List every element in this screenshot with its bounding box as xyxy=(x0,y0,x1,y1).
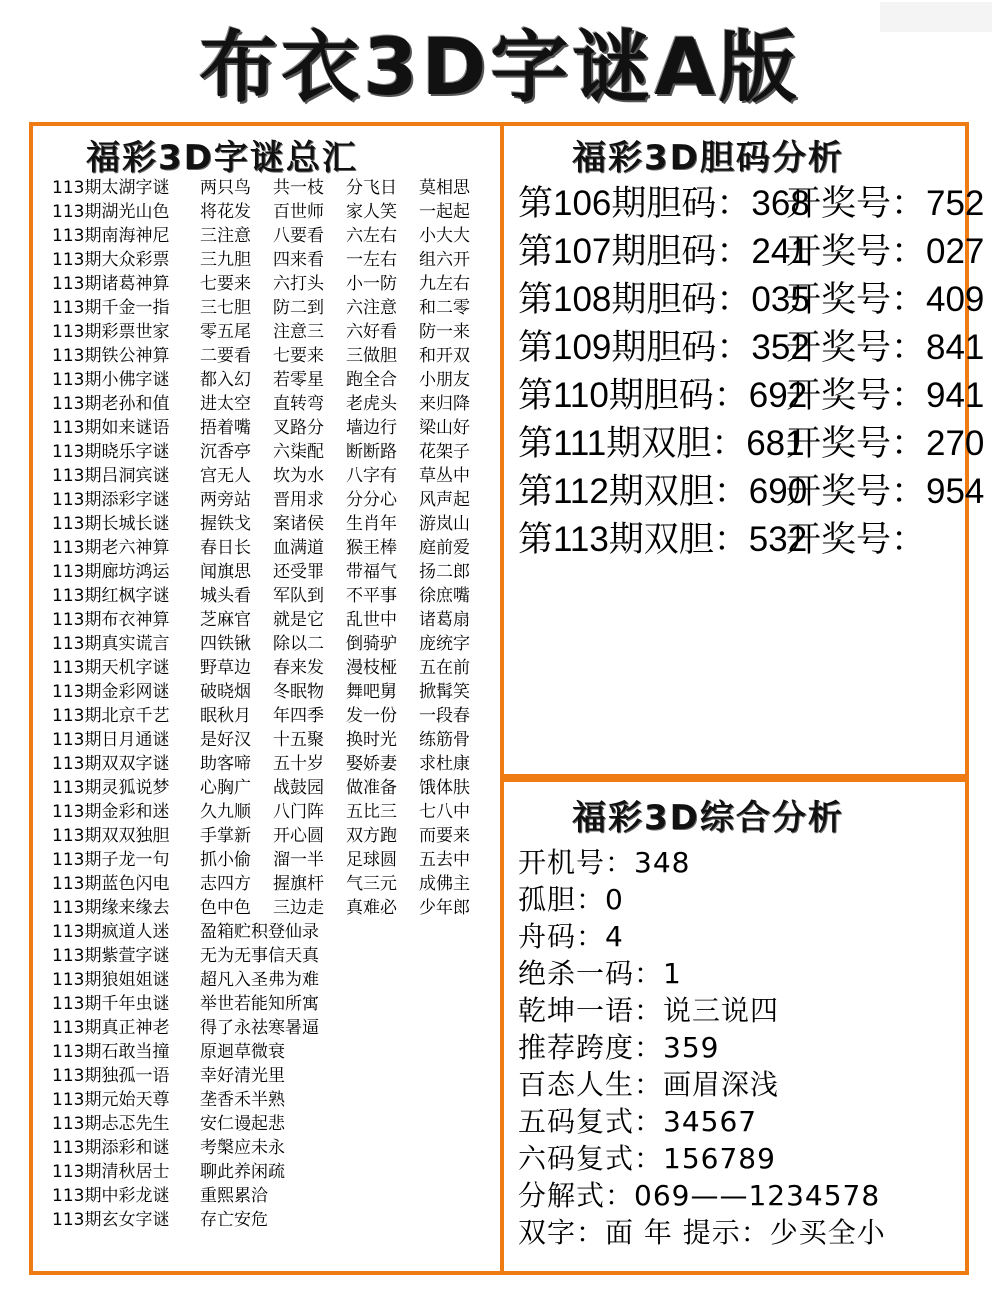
riddle-c4: 莫相思 xyxy=(419,178,470,198)
riddle-c1: 久九顺 xyxy=(200,802,251,822)
riddle-row xyxy=(52,896,492,920)
analysis-row: 五码复式：34567 xyxy=(518,1105,758,1138)
riddle-c1: 抓小偷 xyxy=(200,850,251,870)
riddle-name: 113期狼姐姐谜 xyxy=(52,970,170,990)
riddle-row xyxy=(52,560,492,584)
riddle-row xyxy=(52,1088,492,1112)
riddle-c4: 成佛主 xyxy=(419,874,470,894)
riddle-c3: 娶娇妻 xyxy=(346,754,397,774)
riddle-name: 113期红枫字谜 xyxy=(52,586,170,606)
riddle-c3: 不平事 xyxy=(346,586,397,606)
riddle-c4: 防一来 xyxy=(419,322,470,342)
riddle-row xyxy=(52,176,492,200)
riddle-c2: 若零星 xyxy=(273,370,324,390)
riddle-name: 113期北京千艺 xyxy=(52,706,170,726)
draw-number: 开奖号：027 xyxy=(786,232,985,271)
riddle-c4: 花架子 xyxy=(419,442,470,462)
riddle-name: 113期真正神老 xyxy=(52,1018,170,1038)
riddle-c1: 安仁谩起悲 xyxy=(200,1114,285,1134)
analysis-row: 百态人生：画眉深浅 xyxy=(518,1068,780,1101)
riddle-c3: 换时光 xyxy=(346,730,397,750)
riddle-c3: 舞吧舅 xyxy=(346,682,397,702)
riddle-name: 113期双双字谜 xyxy=(52,754,170,774)
analysis-row: 双字：面 年 提示：少买全小 xyxy=(518,1216,886,1249)
riddle-row xyxy=(52,1160,492,1184)
riddle-row xyxy=(52,440,492,464)
riddle-row xyxy=(52,920,492,944)
danma-row xyxy=(518,372,991,420)
riddle-c1: 沉香亭 xyxy=(200,442,251,462)
riddle-c4: 一起起 xyxy=(419,202,470,222)
riddle-name: 113期日月通谜 xyxy=(52,730,170,750)
riddle-row xyxy=(52,1136,492,1160)
riddle-c2: 冬眠物 xyxy=(273,682,324,702)
riddle-name: 113期布衣神算 xyxy=(52,610,170,630)
riddle-c1: 聊此养闲疏 xyxy=(200,1162,285,1182)
riddle-row xyxy=(52,368,492,392)
riddle-c3: 断断路 xyxy=(346,442,397,462)
riddle-c2: 防二到 xyxy=(273,298,324,318)
riddle-row xyxy=(52,512,492,536)
danma-list xyxy=(518,180,991,564)
riddle-name: 113期天机字谜 xyxy=(52,658,170,678)
riddle-c3: 五比三 xyxy=(346,802,397,822)
riddle-row xyxy=(52,632,492,656)
draw-number: 开奖号：752 xyxy=(786,184,985,223)
riddle-c1: 都入幻 xyxy=(200,370,251,390)
riddle-c4: 和二零 xyxy=(419,298,470,318)
riddle-c4: 风声起 xyxy=(419,490,470,510)
riddle-name: 113期小佛字谜 xyxy=(52,370,170,390)
riddle-c4: 饿体肤 xyxy=(419,778,470,798)
riddle-row xyxy=(52,464,492,488)
riddle-name: 113期诸葛神算 xyxy=(52,274,170,294)
riddle-row xyxy=(52,728,492,752)
riddle-row xyxy=(52,272,492,296)
riddle-c3: 猴王棒 xyxy=(346,538,397,558)
riddle-c4: 徐庶嘴 xyxy=(419,586,470,606)
riddle-name: 113期如来谜语 xyxy=(52,418,170,438)
riddle-row xyxy=(52,1040,492,1064)
riddle-c2: 还受罪 xyxy=(273,562,324,582)
analysis-row: 六码复式：156789 xyxy=(518,1142,776,1175)
riddle-name: 113期中彩龙谜 xyxy=(52,1186,170,1206)
riddle-name: 113期湖光山色 xyxy=(52,202,170,222)
riddle-c3: 气三元 xyxy=(346,874,397,894)
riddle-c1: 得了永祛寒暑逼 xyxy=(200,1018,319,1038)
riddle-c1: 芝麻官 xyxy=(200,610,251,630)
riddle-c2: 五十岁 xyxy=(273,754,324,774)
riddle-c1: 春日长 xyxy=(200,538,251,558)
riddle-name: 113期独孤一语 xyxy=(52,1066,170,1086)
analysis-section-title: 福彩3D综合分析 xyxy=(572,798,844,838)
riddle-c2: 六打头 xyxy=(273,274,324,294)
riddle-name: 113期太湖字谜 xyxy=(52,178,170,198)
riddle-name: 113期忐忑先生 xyxy=(52,1114,170,1134)
draw-number: 开奖号：941 xyxy=(786,376,985,415)
riddle-row xyxy=(52,752,492,776)
riddle-name: 113期添彩和谜 xyxy=(52,1138,170,1158)
riddle-row xyxy=(52,872,492,896)
riddle-c3: 跑全合 xyxy=(346,370,397,390)
riddle-name: 113期南海神尼 xyxy=(52,226,170,246)
riddle-name: 113期双双独胆 xyxy=(52,826,170,846)
riddle-row xyxy=(52,1064,492,1088)
danma-row xyxy=(518,324,991,372)
riddle-c2: 十五聚 xyxy=(273,730,324,750)
danma-label: 第108期胆码：035 xyxy=(518,280,810,319)
riddle-c1: 野草边 xyxy=(200,658,251,678)
riddle-c4: 求杜康 xyxy=(419,754,470,774)
riddle-name: 113期廊坊鸿运 xyxy=(52,562,170,582)
riddle-c3: 三做胆 xyxy=(346,346,397,366)
riddle-c1: 握铁戈 xyxy=(200,514,251,534)
riddle-c1: 二要看 xyxy=(200,346,251,366)
danma-row xyxy=(518,420,991,468)
riddle-c2: 握旗杆 xyxy=(273,874,324,894)
riddle-name: 113期彩票世家 xyxy=(52,322,170,342)
riddle-c4: 小大大 xyxy=(419,226,470,246)
riddle-c4: 草丛中 xyxy=(419,466,470,486)
riddle-c1: 宫无人 xyxy=(200,466,251,486)
riddle-c1: 眠秋月 xyxy=(200,706,251,726)
riddle-c2: 战鼓园 xyxy=(273,778,324,798)
riddle-name: 113期玄女字谜 xyxy=(52,1210,170,1230)
riddle-name: 113期老孙和值 xyxy=(52,394,170,414)
riddle-c1: 无为无事信天真 xyxy=(200,946,319,966)
riddle-c3: 分分心 xyxy=(346,490,397,510)
riddle-c3: 发一份 xyxy=(346,706,397,726)
riddle-c1: 捂着嘴 xyxy=(200,418,251,438)
riddle-name: 113期晓乐字谜 xyxy=(52,442,170,462)
riddle-c3: 分飞日 xyxy=(346,178,397,198)
riddle-c3: 小一防 xyxy=(346,274,397,294)
riddle-c3: 六注意 xyxy=(346,298,397,318)
riddle-c1: 手掌新 xyxy=(200,826,251,846)
danma-label: 第113期双胆：532 xyxy=(518,520,808,559)
riddle-name: 113期长城长谜 xyxy=(52,514,170,534)
riddle-row xyxy=(52,704,492,728)
riddle-c2: 军队到 xyxy=(273,586,324,606)
riddle-row xyxy=(52,584,492,608)
riddle-name: 113期金彩和迷 xyxy=(52,802,170,822)
riddle-name: 113期添彩字谜 xyxy=(52,490,170,510)
riddle-row xyxy=(52,392,492,416)
riddle-c4: 游岚山 xyxy=(419,514,470,534)
danma-label: 第107期胆码：241 xyxy=(518,232,810,271)
draw-number: 开奖号：841 xyxy=(786,328,985,367)
riddle-row xyxy=(52,248,492,272)
riddle-c1: 三注意 xyxy=(200,226,251,246)
riddle-name: 113期紫萱字谜 xyxy=(52,946,170,966)
danma-row xyxy=(518,516,991,564)
riddle-row xyxy=(52,848,492,872)
riddle-c4: 练筋骨 xyxy=(419,730,470,750)
riddle-c1: 盈箱贮积登仙录 xyxy=(200,922,319,942)
riddle-row xyxy=(52,776,492,800)
riddle-row xyxy=(52,224,492,248)
riddle-c4: 庞统字 xyxy=(419,634,470,654)
riddle-c2: 血满道 xyxy=(273,538,324,558)
page-title: 布衣3D字谜A版 xyxy=(199,23,801,113)
draw-number: 开奖号：270 xyxy=(786,424,985,463)
riddle-c1: 考槃应未永 xyxy=(200,1138,285,1158)
riddle-name: 113期金彩网谜 xyxy=(52,682,170,702)
riddle-name: 113期吕洞宾谜 xyxy=(52,466,170,486)
riddle-c2: 百世师 xyxy=(273,202,324,222)
danma-row xyxy=(518,468,991,516)
riddle-name: 113期清秋居士 xyxy=(52,1162,170,1182)
riddle-c3: 漫枝桠 xyxy=(346,658,397,678)
riddle-row xyxy=(52,824,492,848)
riddle-row xyxy=(52,1208,492,1232)
riddle-c4: 七八中 xyxy=(419,802,470,822)
draw-number: 开奖号：954 xyxy=(786,472,985,511)
riddle-name: 113期真实谎言 xyxy=(52,634,170,654)
riddle-c4: 一段春 xyxy=(419,706,470,726)
danma-label: 第112期双胆：690 xyxy=(518,472,808,511)
riddle-c1: 进太空 xyxy=(200,394,251,414)
riddle-c1: 色中色 xyxy=(200,898,251,918)
riddle-c1: 三九胆 xyxy=(200,250,251,270)
riddle-row xyxy=(52,344,492,368)
riddle-row xyxy=(52,992,492,1016)
riddle-c3: 乱世中 xyxy=(346,610,397,630)
riddle-row xyxy=(52,968,492,992)
riddle-row xyxy=(52,680,492,704)
riddle-name: 113期千金一指 xyxy=(52,298,170,318)
riddle-c1: 志四方 xyxy=(200,874,251,894)
riddle-c2: 年四季 xyxy=(273,706,324,726)
riddle-c4: 少年郎 xyxy=(419,898,470,918)
riddle-row xyxy=(52,800,492,824)
riddle-c1: 助客啼 xyxy=(200,754,251,774)
riddle-c3: 六左右 xyxy=(346,226,397,246)
riddle-c2: 七要来 xyxy=(273,346,324,366)
riddle-c4: 而要来 xyxy=(419,826,470,846)
riddle-c4: 九左右 xyxy=(419,274,470,294)
riddle-c2: 六柒配 xyxy=(273,442,324,462)
analysis-row: 孤胆：0 xyxy=(518,883,624,916)
riddle-c4: 组六开 xyxy=(419,250,470,270)
riddle-c1: 将花发 xyxy=(200,202,251,222)
riddle-c1: 存亡安危 xyxy=(200,1210,268,1230)
riddle-row xyxy=(52,1184,492,1208)
riddle-c1: 两旁站 xyxy=(200,490,251,510)
riddle-c1: 举世若能知所寓 xyxy=(200,994,319,1014)
analysis-row: 舟码：4 xyxy=(518,920,624,953)
riddle-c1: 零五尾 xyxy=(200,322,251,342)
riddle-name: 113期元始天尊 xyxy=(52,1090,170,1110)
riddle-c1: 原迴草微衰 xyxy=(200,1042,285,1062)
analysis-row: 推荐跨度：359 xyxy=(518,1031,720,1064)
riddle-c3: 足球圆 xyxy=(346,850,397,870)
danma-row xyxy=(518,228,991,276)
draw-number: 开奖号：409 xyxy=(786,280,985,319)
riddle-c2: 四来看 xyxy=(273,250,324,270)
riddle-name: 113期蓝色闪电 xyxy=(52,874,170,894)
riddle-c4: 扬二郎 xyxy=(419,562,470,582)
riddle-c1: 三七胆 xyxy=(200,298,251,318)
riddle-name: 113期子龙一句 xyxy=(52,850,170,870)
riddle-c4: 五去中 xyxy=(419,850,470,870)
riddle-c2: 除以二 xyxy=(273,634,324,654)
riddle-c3: 家人笑 xyxy=(346,202,397,222)
riddle-c2: 就是它 xyxy=(273,610,324,630)
riddle-row xyxy=(52,416,492,440)
riddle-row xyxy=(52,608,492,632)
riddle-c3: 做准备 xyxy=(346,778,397,798)
analysis-list xyxy=(518,844,886,1251)
riddle-c2: 晋用求 xyxy=(273,490,324,510)
riddle-c4: 和开双 xyxy=(419,346,470,366)
riddle-c2: 坎为水 xyxy=(273,466,324,486)
analysis-row: 绝杀一码：1 xyxy=(518,957,682,990)
riddle-c1: 破晓烟 xyxy=(200,682,251,702)
riddle-c3: 一左右 xyxy=(346,250,397,270)
riddle-c2: 八门阵 xyxy=(273,802,324,822)
riddle-c2: 叉路分 xyxy=(273,418,324,438)
riddle-c1: 闻旗思 xyxy=(200,562,251,582)
riddle-list xyxy=(52,176,492,1232)
riddle-c1: 重熙累洽 xyxy=(200,1186,268,1206)
danma-section-title: 福彩3D胆码分析 xyxy=(572,138,844,178)
analysis-row: 乾坤一语：说三说四 xyxy=(518,994,780,1027)
riddle-c2: 案诸侯 xyxy=(273,514,324,534)
riddle-row xyxy=(52,296,492,320)
riddle-name: 113期疯道人迷 xyxy=(52,922,170,942)
riddle-c1: 超凡入圣弗为难 xyxy=(200,970,319,990)
riddle-c1: 幸好清光里 xyxy=(200,1066,285,1086)
riddle-c1: 七要来 xyxy=(200,274,251,294)
riddle-row xyxy=(52,1016,492,1040)
riddle-name: 113期大众彩票 xyxy=(52,250,170,270)
riddle-c3: 八字有 xyxy=(346,466,397,486)
riddle-c3: 带福气 xyxy=(346,562,397,582)
riddle-c2: 直转弯 xyxy=(273,394,324,414)
riddle-name: 113期灵狐说梦 xyxy=(52,778,170,798)
riddle-c2: 三边走 xyxy=(273,898,324,918)
riddle-c1: 城头看 xyxy=(200,586,251,606)
riddle-name: 113期缘来缘去 xyxy=(52,898,170,918)
riddle-c4: 梁山好 xyxy=(419,418,470,438)
riddle-name: 113期石敢当撞 xyxy=(52,1042,170,1062)
danma-label: 第109期胆码：352 xyxy=(518,328,810,367)
riddle-name: 113期老六神算 xyxy=(52,538,170,558)
riddle-c2: 注意三 xyxy=(273,322,324,342)
riddle-c3: 墙边行 xyxy=(346,418,397,438)
riddle-c4: 五在前 xyxy=(419,658,470,678)
riddle-c4: 庭前爱 xyxy=(419,538,470,558)
riddle-c1: 心胸广 xyxy=(200,778,251,798)
riddle-c4: 小朋友 xyxy=(419,370,470,390)
riddle-c4: 来归降 xyxy=(419,394,470,414)
danma-label: 第111期双胆：681 xyxy=(518,424,805,463)
riddle-row xyxy=(52,488,492,512)
riddle-name: 113期铁公神算 xyxy=(52,346,170,366)
riddle-c3: 双方跑 xyxy=(346,826,397,846)
analysis-row: 开机号：348 xyxy=(518,846,691,879)
riddle-c2: 溜一半 xyxy=(273,850,324,870)
riddle-c3: 生肖年 xyxy=(346,514,397,534)
riddle-row xyxy=(52,1112,492,1136)
riddle-c1: 两只鸟 xyxy=(200,178,251,198)
riddle-c1: 四铁锹 xyxy=(200,634,251,654)
riddle-c4: 掀髯笑 xyxy=(419,682,470,702)
danma-label: 第110期胆码：692 xyxy=(518,376,808,415)
riddle-c3: 倒骑驴 xyxy=(346,634,397,654)
riddle-c3: 老虎头 xyxy=(346,394,397,414)
danma-row xyxy=(518,276,991,324)
riddle-c2: 春来发 xyxy=(273,658,324,678)
draw-number: 开奖号： xyxy=(786,520,927,559)
riddle-c2: 共一枝 xyxy=(273,178,324,198)
riddle-c2: 八要看 xyxy=(273,226,324,246)
riddle-c4: 诸葛扇 xyxy=(419,610,470,630)
riddle-c1: 垄香禾半熟 xyxy=(200,1090,285,1110)
danma-label: 第106期胆码：368 xyxy=(518,184,810,223)
riddle-row xyxy=(52,656,492,680)
riddle-section-title: 福彩3D字谜总汇 xyxy=(86,138,358,178)
riddle-c1: 是好汉 xyxy=(200,730,251,750)
danma-row xyxy=(518,180,991,228)
riddle-c3: 真难必 xyxy=(346,898,397,918)
riddle-name: 113期千年虫谜 xyxy=(52,994,170,1014)
riddle-row xyxy=(52,200,492,224)
riddle-row xyxy=(52,944,492,968)
riddle-row xyxy=(52,320,492,344)
riddle-row xyxy=(52,536,492,560)
analysis-row: 分解式：069——1234578 xyxy=(518,1179,881,1212)
riddle-c2: 开心圆 xyxy=(273,826,324,846)
riddle-c3: 六好看 xyxy=(346,322,397,342)
